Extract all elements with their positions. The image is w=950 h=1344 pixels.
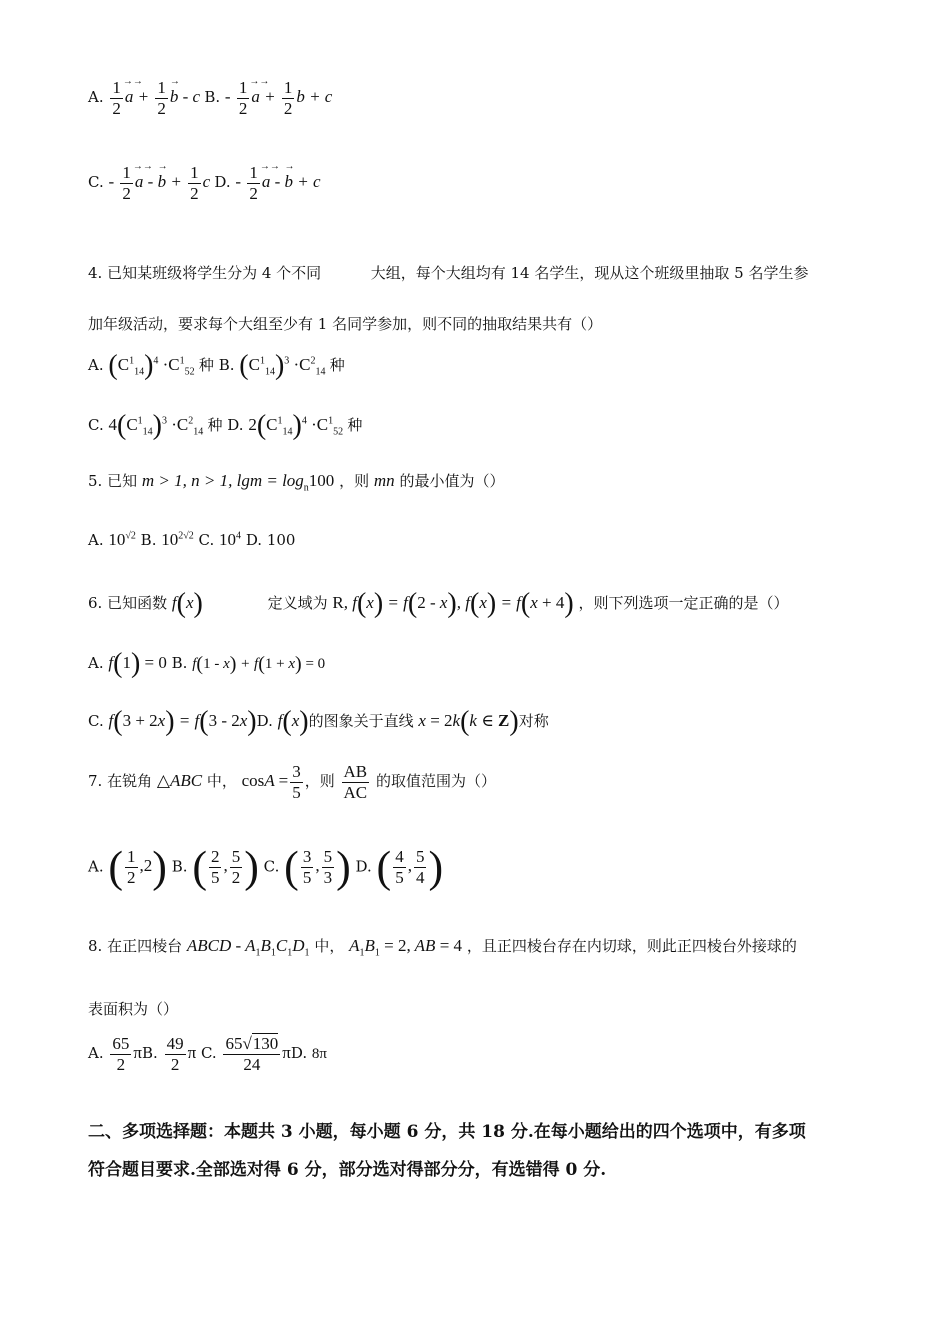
- q6-optB-label: B.: [171, 653, 188, 672]
- q7-optB-label: B.: [171, 857, 188, 876]
- q5-prefix: 5. 已知: [88, 472, 138, 490]
- q7-prefix: 7. 在锐角: [88, 771, 153, 790]
- q8-optC-expr: $\frac{65√130}{24}$ π: [225, 1034, 291, 1074]
- q5-optA-label: A.: [88, 531, 104, 549]
- q6-optD-text2: 对称: [518, 711, 549, 730]
- q4-options-row2: [88, 410, 362, 442]
- q5-optC-label: C.: [198, 531, 215, 549]
- q3-optA-label: A.: [88, 87, 104, 106]
- q7-ratio: $\frac{AB}{AC}$: [343, 762, 368, 802]
- q7-optC-expr: ( $\frac{3}{5}$ , $\frac{5}{3}$ ): [284, 843, 351, 892]
- q6-options-row1: [88, 648, 325, 680]
- q4-options-row1: [88, 350, 345, 382]
- q3-optD-expr: - $\frac{1}{2}$ →→ a - → b + c: [235, 172, 320, 191]
- q7-mid: 中，: [206, 771, 237, 790]
- q5-mn: mn: [373, 471, 395, 490]
- q7-optD-label: D.: [355, 857, 372, 876]
- q4-stem-line2: 加年级活动，要求每个大组至少有 1 名同学参加，则不同的抽取结果共有（）: [88, 315, 603, 333]
- q6-fx: f(x): [171, 588, 203, 619]
- q5-middle: ，则: [339, 472, 370, 490]
- q6-optD-line: x = 2k(k ∈ Z): [418, 706, 519, 737]
- q3-options-row1: [88, 78, 332, 118]
- q3-optD-label: D.: [214, 172, 231, 191]
- q3-optC-expr: - $\frac{1}{2}$ →→ a - → b + $\frac{1}{2}$ c: [109, 172, 215, 191]
- q8-optC-label: C.: [200, 1043, 217, 1062]
- q7-cosA: cosA = $\frac{3}{5}$: [241, 762, 301, 802]
- q4-optC-expr: $4(C^1_{14})^3 \cdot C^2_{14}$: [108, 410, 204, 441]
- q3-optB-label: B.: [204, 87, 221, 106]
- q4-optA-expr: $(C^1_{14})^4 \cdot C^1_{52}$: [108, 350, 195, 381]
- section2-line1: 二、多项选择题：本题共 3 小题，每小题 6 分，共 18 分.在每小题给出的四个选项中，有多项: [88, 1122, 806, 1142]
- q4-optB-unit: 种: [329, 355, 345, 374]
- q8-optA-expr: $\frac{65}{2}$ π: [112, 1034, 142, 1074]
- q4-optD-unit: 种: [347, 415, 363, 434]
- q7-comma: ，则: [304, 771, 335, 790]
- q6-optC-expr: f(3 + 2x) = f(3 - 2x): [108, 706, 257, 737]
- q6-optD-fx: f(x): [277, 706, 309, 737]
- q4-stem-line1: [88, 262, 808, 283]
- q6-prefix: 6. 已知函数: [88, 593, 168, 612]
- q7-optC-label: C.: [263, 857, 280, 876]
- q5-condition: m > 1, n > 1, $\lg m = \log_n100$: [141, 471, 335, 494]
- q4-optD-label: D.: [227, 415, 244, 434]
- q8-options: [88, 1034, 327, 1074]
- section2-line2: 符合题目要求.全部选对得 6 分，部分选对得部分分，有选错得 0 分.: [88, 1160, 607, 1180]
- q8-optB-label: B.: [141, 1043, 158, 1062]
- q4-optA-label: A.: [88, 355, 104, 374]
- q6-stem: [88, 588, 788, 620]
- q5-optB-label: B.: [140, 531, 157, 549]
- q3-optA-expr: $\frac{1}{2}$ →→ a + $\frac{1}{2}$ → b - c: [108, 87, 204, 106]
- q8-condition: $A_1B_1 = 2$, AB = 4: [349, 936, 463, 959]
- q6-optB-expr: f(1 - x) + f(1 + x) = 0: [192, 652, 326, 675]
- q7-options: [88, 842, 443, 893]
- q4-stem-part2: 大组，每个大组均有 14 名学生，现从这个班级里抽取 5 名学生参: [370, 264, 809, 282]
- q5-optA-expr: $10^{√2}$: [108, 530, 136, 549]
- q5-options: [88, 530, 295, 550]
- q4-optC-label: C.: [88, 415, 104, 434]
- q5-suffix: 的最小值为（）: [399, 472, 505, 490]
- q6-optA-label: A.: [88, 653, 104, 672]
- q3-optB-expr: - $\frac{1}{2}$ →→ a + $\frac{1}{2}$ b + c: [225, 87, 332, 106]
- q4-stem-part1: 4. 已知某班级将学生分为 4 个不同: [88, 264, 322, 282]
- q5-stem: [88, 470, 504, 493]
- q4-optC-unit: 种: [207, 415, 223, 434]
- q5-optC-expr: $10^4$: [219, 530, 242, 549]
- q8-optD-label: D.: [290, 1043, 308, 1062]
- q6-optC-label: C.: [88, 711, 104, 730]
- q3-optC-label: C.: [88, 172, 104, 191]
- q7-stem: [88, 762, 496, 802]
- q4-optA-unit: 种: [198, 355, 214, 374]
- q7-optB-expr: ( $\frac{2}{5}$ , $\frac{5}{2}$ ): [192, 843, 259, 892]
- q4-optB-label: B.: [218, 355, 235, 374]
- q6-domain-text: 定义域为: [267, 593, 328, 612]
- q8-optD-expr: 8π: [311, 1045, 327, 1062]
- q7-triangle: △ABC: [156, 770, 203, 790]
- q6-options-row2: [88, 706, 549, 738]
- q8-line2: 表面积为（）: [88, 1000, 179, 1018]
- q6-condition: R, f(x) = f(2 - x), f(x) = f(x + 4): [332, 588, 574, 619]
- q8-suffix: ，且正四棱台存在内切球，则此正四棱台外接球的: [466, 937, 797, 955]
- q7-suffix: 的取值范围为（）: [375, 771, 496, 790]
- q7-optA-expr: ( $\frac{1}{2}$ ,2): [108, 843, 167, 892]
- q8-frustum: ABCD - $A_1B_1C_1D_1$: [186, 936, 310, 959]
- q3-options-row2: [88, 163, 321, 203]
- q6-suffix: ，则下列选项一定正确的是（）: [578, 593, 789, 612]
- q8-optB-expr: $\frac{49}{2}$ π: [166, 1034, 197, 1074]
- q6-optD-text1: 的图象关于直线: [308, 711, 414, 730]
- q8-optA-label: A.: [88, 1043, 104, 1062]
- q4-optD-expr: $2(C^1_{14})^4 \cdot C^1_{52}$: [248, 410, 344, 441]
- q7-optD-expr: ( $\frac{4}{5}$ , $\frac{5}{4}$ ): [376, 843, 444, 892]
- q8-stem: [88, 935, 797, 958]
- q5-optD-label: D. 100: [245, 531, 296, 549]
- q7-optA-label: A.: [88, 857, 104, 876]
- q8-prefix: 8. 在正四棱台: [88, 937, 183, 955]
- q8-mid: 中，: [314, 937, 345, 955]
- q6-optA-expr: f(1) = 0: [108, 648, 167, 679]
- q5-optB-expr: $10^{2√2}$: [161, 530, 194, 549]
- q6-optD-label: D.: [256, 711, 273, 730]
- q4-optB-expr: $(C^1_{14})^3 \cdot C^2_{14}$: [239, 350, 326, 381]
